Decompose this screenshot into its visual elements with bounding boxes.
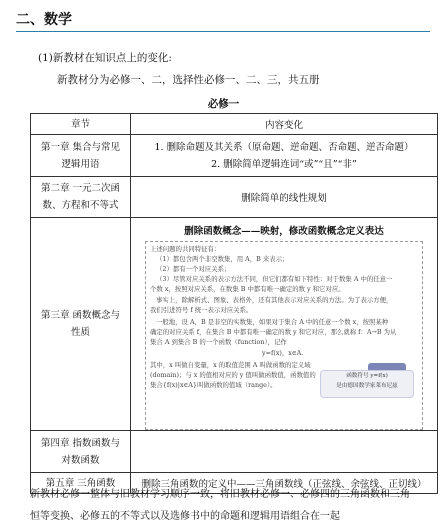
chapter-line: 逻辑用语 <box>61 158 100 170</box>
chapter-cell <box>31 218 131 431</box>
change-cell <box>131 218 438 431</box>
chapter-line: 数、方程和不等式 <box>42 200 119 211</box>
summary-line-1: 新教材必修一整体与旧教材学习顺序一致，将旧教材必修一、必修四的三角函数和三角 <box>30 489 410 500</box>
table-row <box>31 135 438 177</box>
chapter-cell <box>31 135 131 177</box>
changes-table <box>30 113 438 494</box>
note-line: 函数符号 y=f(x) <box>346 373 388 379</box>
chapter-line: 第四章 指数函数与 <box>40 437 121 449</box>
excerpt-line: （3）尽管对应关系的表示方法不同，但它们都有如下特性：对于数集 A 中的任意一 <box>156 275 393 283</box>
section-title: 二、数学 <box>16 12 72 28</box>
excerpt-line: 上述问题的共同特征有： <box>150 245 221 253</box>
table-row <box>31 177 438 218</box>
excerpt-line: 事实上，除解析式、图象、表格外，还有其他表示对应关系的方法。为了表示方便， <box>156 296 393 304</box>
change-line: 1. 删除命题及其关系（原命题、逆命题、否命题、逆否命题） <box>154 141 414 153</box>
summary-line-2: 恒等变换、必修五的不等式以及选修书中的命题和逻辑用语组合在一起 <box>30 511 340 522</box>
chapter-line: 对数函数 <box>61 454 100 466</box>
chapter-cell: 第五章 三角函数 <box>31 473 131 494</box>
change-line: 2. 删除简单逻辑连词“或”“且”“非” <box>211 158 357 170</box>
chapter-cell <box>31 431 131 473</box>
paragraph-textbook-volumes: 新教材分为必修一、二，选择性必修一、二、三，共五册 <box>57 74 320 86</box>
chapter-line: 性质 <box>70 327 90 338</box>
excerpt-line: (domain)；与 x 的值相对应的 y 值叫做函数值，函数值的 <box>150 371 316 379</box>
table-row <box>31 431 438 473</box>
change-cell: 删除三角函数的定义中——三角函数线（正弦线、余弦线、正切线） <box>131 473 438 494</box>
chapter-line: 第三章 函数概念与 <box>40 310 121 321</box>
excerpt-line: （1）都包含两个非空数集，用 A，B 来表示； <box>156 255 289 263</box>
section-divider <box>16 31 430 32</box>
change-cell <box>131 135 438 177</box>
excerpt-line: （2）都有一个对应关系； <box>156 265 231 273</box>
table-row <box>31 218 438 431</box>
excerpt-line: 个数 x，按照对应关系，在数集 B 中都有唯一确定的数 y 和它对应。 <box>150 285 345 293</box>
change-line: 删除函数概念——映射，修改函数概念定义表达 <box>184 226 384 237</box>
change-cell: 删除简单的线性规划 <box>131 177 438 218</box>
excerpt-line: 集合{f(x)|x∈A}叫做函数的值域（range）。 <box>150 381 277 389</box>
table-header-row <box>31 114 438 135</box>
change-cell <box>131 431 438 473</box>
note-line: 是由德国数学家莱布尼兹 <box>336 383 398 389</box>
paragraph-knowledge-changes: (1)新教材在知识点上的变化: <box>38 52 172 64</box>
header-chapter: 章节 <box>31 114 131 135</box>
textbook-excerpt-image <box>145 241 423 430</box>
chapter-cell <box>31 177 131 218</box>
header-change: 内容变化 <box>131 114 438 135</box>
table-caption: 必修一 <box>207 98 240 110</box>
excerpt-line: 我们引进符号 f 统一表示对应关系。 <box>150 306 253 314</box>
excerpt-line: 确定的对应关系 f，在集合 B 中都有唯一确定的数 y 和它对应，那么就称 f：A→B 为从 <box>150 328 397 336</box>
chapter-line: 第二章 一元二次函 <box>40 183 121 194</box>
excerpt-line: 一般地，设 A，B 是非空的实数集，如果对于集合 A 中的任意一个数 x，按照某种 <box>156 318 389 326</box>
chapter-line: 第一章 集合与常见 <box>40 141 121 153</box>
excerpt-line: 其中，x 叫做自变量，x 的取值范围 A 叫做函数的定义域 <box>150 361 311 369</box>
excerpt-line: y=f(x)，x∈A. <box>262 349 304 357</box>
excerpt-line: 集合 A 到集合 B 的一个函数（function），记作 <box>150 338 287 346</box>
